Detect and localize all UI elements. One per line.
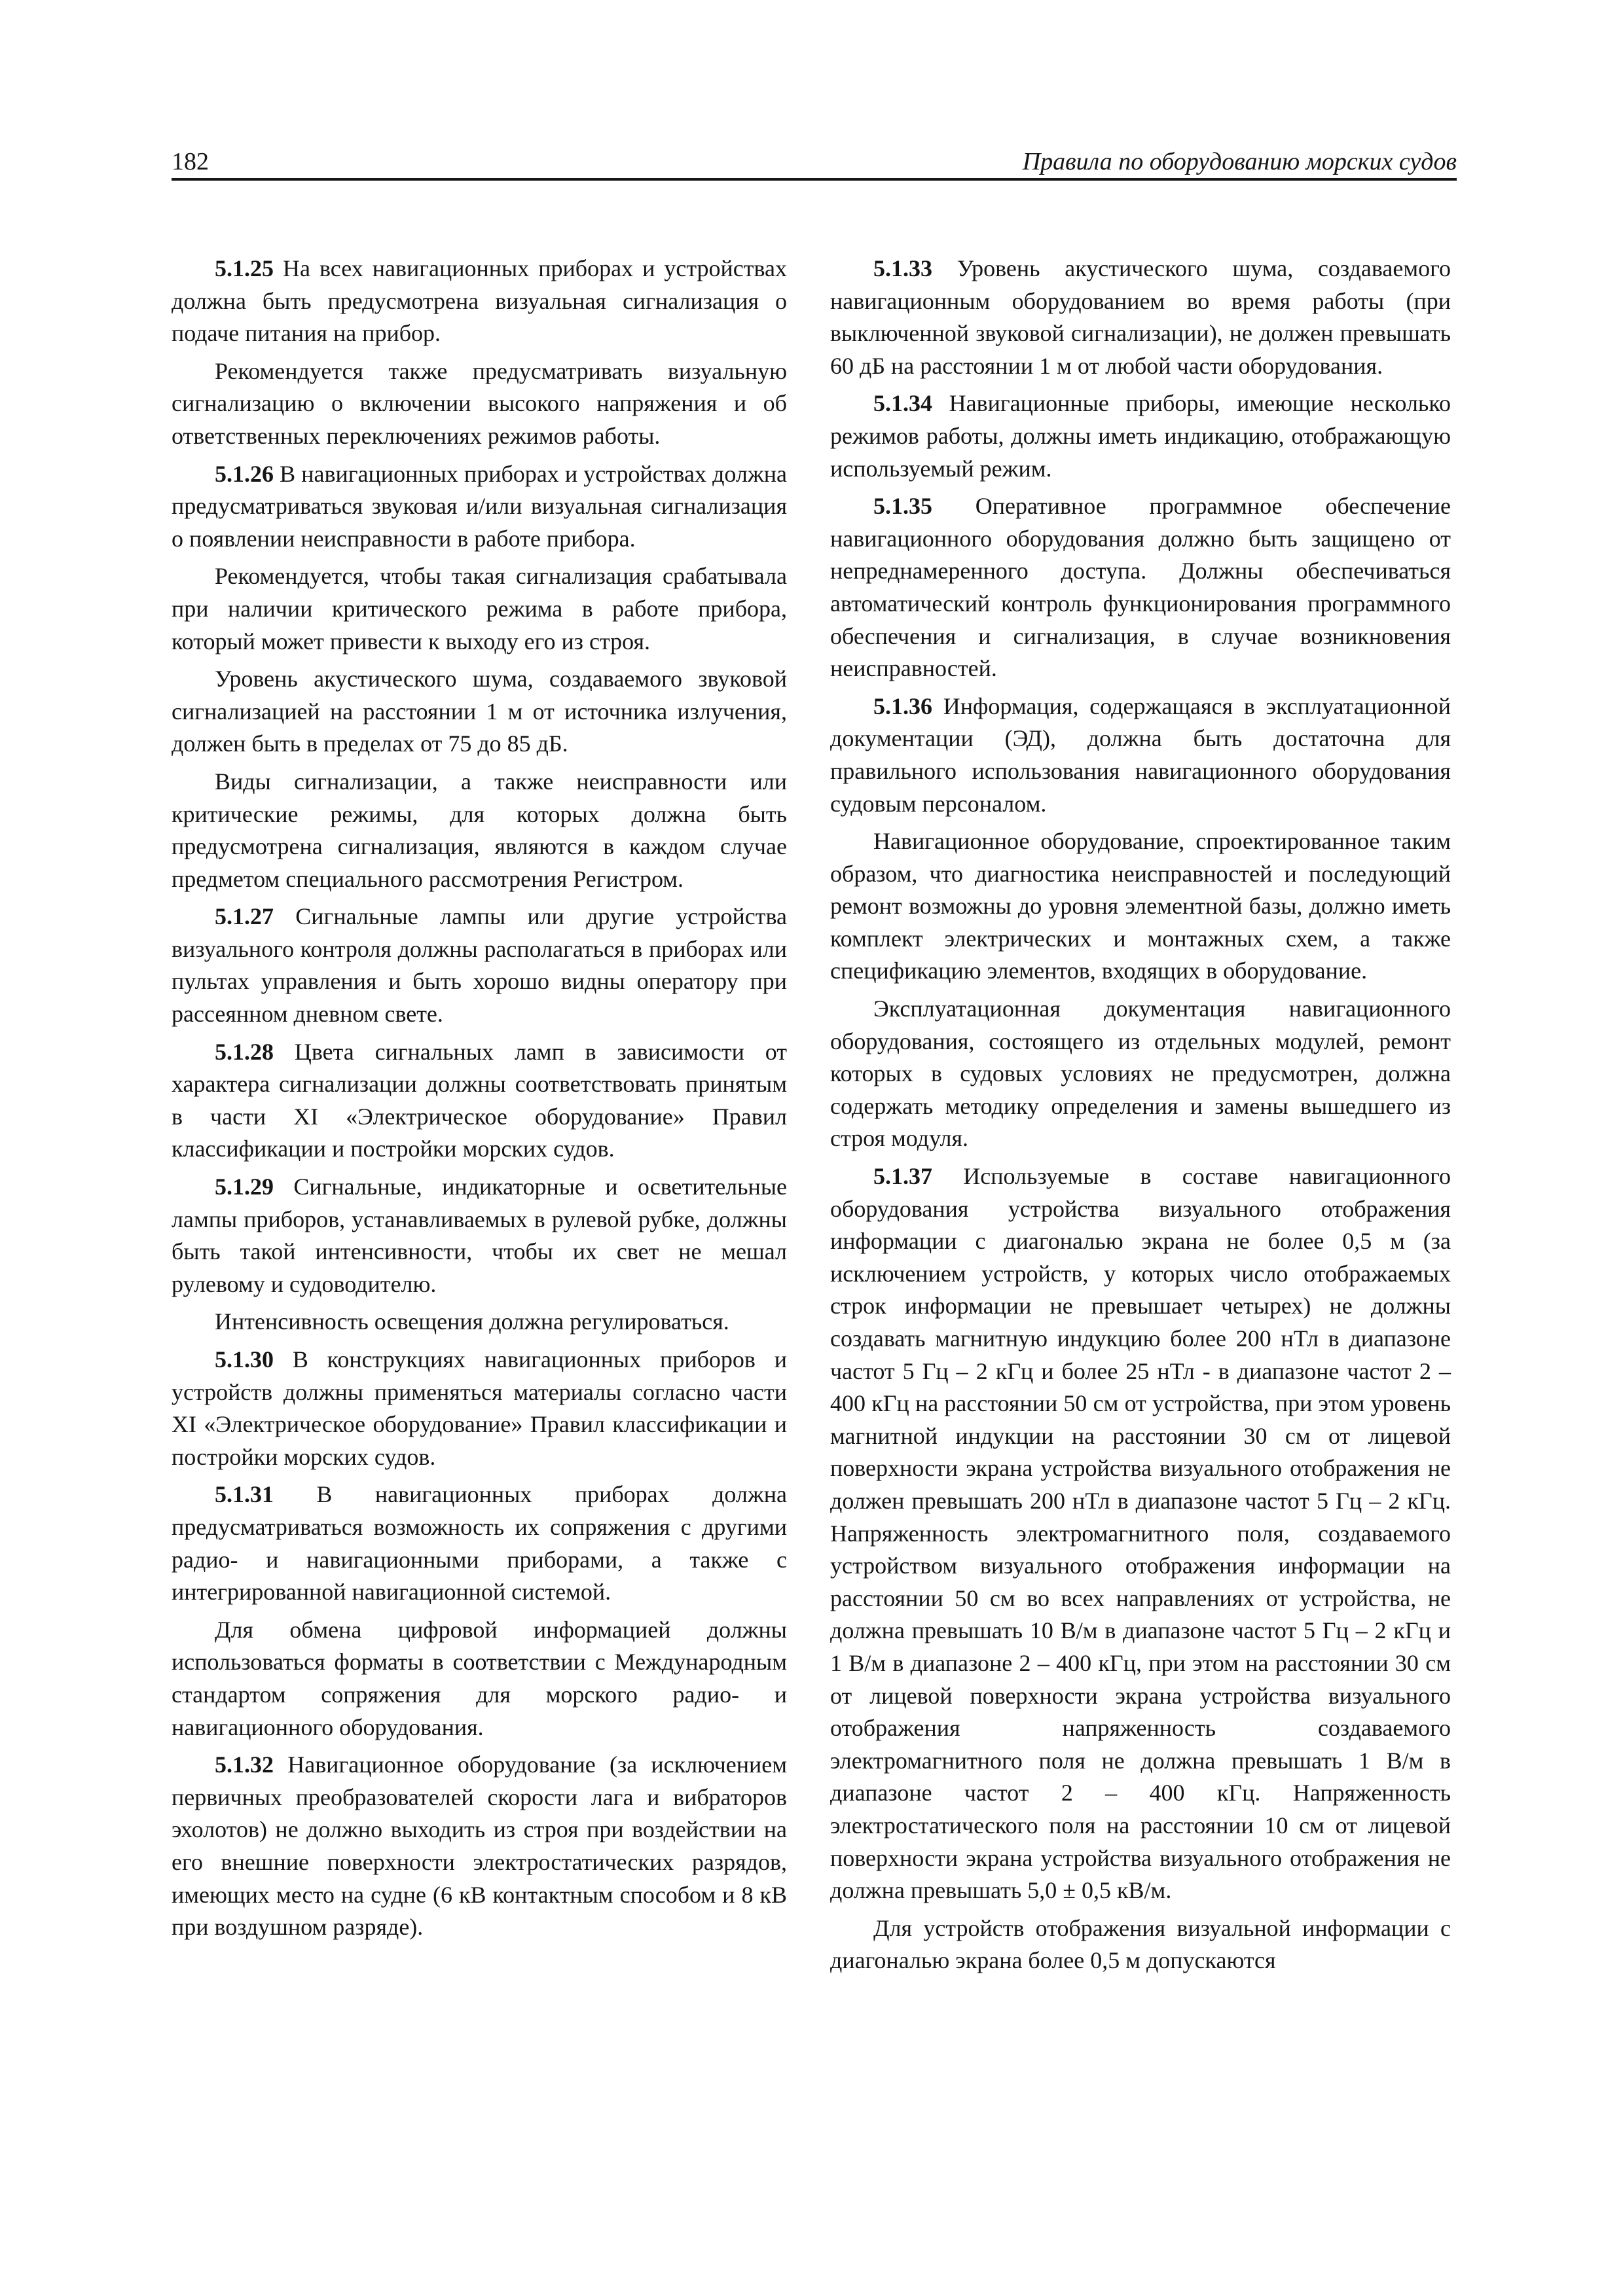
paragraph-text: Навигационные приборы, имеющие несколько режимов работы, должны иметь индикацию, отображающую используемый режим. bbox=[830, 390, 1451, 482]
page-number: 182 bbox=[172, 148, 209, 175]
paragraph-text: Рекомендуется, чтобы такая сигнализация срабатывала при наличии критического режима в работе прибора, который может привести к выходу его из строя. bbox=[172, 563, 787, 655]
paragraph-text: На всех навигационных приборах и устройствах должна быть предусмотрена визуальная сигнализация о подаче питания на прибор. bbox=[172, 255, 787, 347]
paragraph bbox=[172, 1306, 787, 1338]
paragraph bbox=[172, 1344, 787, 1473]
paragraph bbox=[830, 691, 1451, 820]
paragraph bbox=[172, 766, 787, 895]
paragraph bbox=[172, 1171, 787, 1300]
paragraph bbox=[830, 993, 1451, 1155]
paragraph-text: Навигационное оборудование (за исключением первичных преобразователей скорости лага и вибраторов эхолотов) не должно выходить из строя при воздействии на его внешние поверхности электростатических разрядов, имеющих место на судне (6 кВ контактным способом и 8 кВ при воздушном разряде). bbox=[172, 1751, 787, 1941]
paragraph-text: Интенсивность освещения должна регулироваться. bbox=[215, 1308, 729, 1335]
paragraph bbox=[830, 490, 1451, 685]
paragraph-text: Уровень акустического шума, создаваемого звуковой сигнализацией на расстоянии 1 м от источника излучения, должен быть в пределах от 75 до 85 дБ. bbox=[172, 666, 787, 757]
paragraph-text: Навигационное оборудование, спроектированное таким образом, что диагностика неисправностей и последующий ремонт возможны до уровня элементной базы, должно иметь комплект электрических и монтажных схем, а также спецификацию элементов, входящих в оборудование. bbox=[830, 828, 1451, 984]
paragraph bbox=[172, 253, 787, 350]
clause-number: 5.1.27 bbox=[215, 903, 274, 930]
running-title: Правила по оборудованию морских судов bbox=[1022, 148, 1457, 175]
paragraph bbox=[172, 663, 787, 761]
left-column bbox=[172, 253, 787, 1949]
paragraph bbox=[830, 825, 1451, 988]
clause-number: 5.1.30 bbox=[215, 1346, 274, 1372]
clause-number: 5.1.28 bbox=[215, 1038, 274, 1065]
paragraph bbox=[172, 560, 787, 658]
right-column bbox=[830, 253, 1451, 1982]
paragraph-text: Для устройств отображения визуальной информации с диагональю экрана более 0,5 м допускаются bbox=[830, 1914, 1451, 1974]
paragraph-text: Цвета сигнальных ламп в зависимости от характера сигнализации должны соответствовать принятым в части XI «Электрическое оборудование» Правил классификации и постройки морских судов. bbox=[172, 1038, 787, 1162]
paragraph bbox=[172, 1036, 787, 1166]
paragraph-text: В конструкциях навигационных приборов и устройств должны применяться материалы согласно части XI «Электрическое оборудование» Правил классификации и постройки морских судов. bbox=[172, 1346, 787, 1470]
header-rule bbox=[172, 178, 1457, 181]
clause-number: 5.1.29 bbox=[215, 1174, 274, 1200]
paragraph bbox=[830, 253, 1451, 382]
paragraph-text: В навигационных приборах должна предусматриваться возможность их сопряжения с другими радио- и навигационными приборами, а также с интегрированной навигационной системой. bbox=[172, 1481, 787, 1605]
paragraph-text: Рекомендуется также предусматривать визуальную сигнализацию о включении высокого напряжения и об ответственных переключениях режимов работы. bbox=[172, 357, 787, 449]
paragraph bbox=[172, 901, 787, 1030]
clause-number: 5.1.35 bbox=[873, 493, 932, 520]
page-header bbox=[172, 145, 1457, 178]
clause-number: 5.1.33 bbox=[873, 255, 932, 281]
paragraph bbox=[172, 1749, 787, 1944]
paragraph bbox=[172, 458, 787, 556]
paragraph-text: Для обмена цифровой информацией должны использоваться форматы в соответствии с Международным стандартом сопряжения для морского радио- и навигационного оборудования. bbox=[172, 1616, 787, 1740]
paragraph-text: Используемые в составе навигационного оборудования устройства визуального отображения информации с диагональю экрана не более 0,5 м (за исключением устройств, у которых число отображаемых строк информации не превышает четырех) не должны создавать магнитную индукцию более 200 нТл в диапазоне частот 5 Гц – 2 кГц и более 25 нТл - в диапазоне частот 2 – 400 кГц на расстоянии 50 см от устройства, при этом уровень магнитной индукции на расстоянии 30 см от лицевой поверхности экрана устройства визуального отображения не должен превышать 200 нТл в диапазоне частот 5 Гц – 2 кГц. Напряженность электромагнитного поля, создаваемого устройством визуального отображения информации на расстоянии 50 см во всех направлениях от устройства, не должна превышать 10 В/м в диапазоне частот 5 Гц – 2 кГц и 1 В/м в диапазоне 2 – 400 кГц, при этом на расстоянии 30 см от лицевой поверхности экрана устройства визуального отображения напряженность создаваемого электромагнитного поля не должна превышать 1 В/м в диапазоне частот 2 – 400 кГц. Напряженность электростатического поля на расстоянии 10 см от лицевой поверхности экрана устройства визуального отображения не должна превышать 5,0 ± 0,5 кВ/м. bbox=[830, 1163, 1451, 1904]
paragraph-text: Эксплуатационная документация навигационного оборудования, состоящего из отдельных модулей, ремонт которых в судовых условиях не предусмотрен, должна содержать методику определения и замены вышедшего из строя модуля. bbox=[830, 996, 1451, 1152]
paragraph bbox=[830, 1160, 1451, 1907]
paragraph-text: Уровень акустического шума, создаваемого навигационным оборудованием во время работы (при выключенной звуковой сигнализации), не должен превышать 60 дБ на расстоянии 1 м от любой части оборудования. bbox=[830, 255, 1451, 379]
clause-number: 5.1.25 bbox=[215, 255, 274, 281]
paragraph-text: Информация, содержащаяся в эксплуатационной документации (ЭД), должна быть достаточна для правильного использования навигационного оборудования судовым персоналом. bbox=[830, 692, 1451, 817]
paragraph-text: Сигнальные лампы или другие устройства визуального контроля должны располагаться в приборах или пультах управления и быть хорошо видны оператору при рассеянном дневном свете. bbox=[172, 903, 787, 1028]
paragraph bbox=[172, 355, 787, 453]
paragraph bbox=[172, 1479, 787, 1608]
paragraph-text: В навигационных приборах и устройствах должна предусматриваться звуковая и/или визуальная сигнализация о появлении неисправности в работе прибора. bbox=[172, 460, 787, 552]
clause-number: 5.1.26 bbox=[215, 460, 274, 487]
clause-number: 5.1.34 bbox=[873, 390, 932, 417]
paragraph bbox=[830, 387, 1451, 485]
clause-number: 5.1.31 bbox=[215, 1481, 274, 1508]
paragraph bbox=[830, 1912, 1451, 1977]
paragraph bbox=[172, 1614, 787, 1744]
clause-number: 5.1.32 bbox=[215, 1751, 274, 1778]
paragraph-text: Оперативное программное обеспечение навигационного оборудования должно быть защищено от непреднамеренного доступа. Должны обеспечиваться автоматический контроль функционирования программного обеспечения и сигнализация, в случае возникновения неисправностей. bbox=[830, 493, 1451, 682]
paragraph-text: Сигнальные, индикаторные и осветительные лампы приборов, устанавливаемых в рулевой рубке, должны быть такой интенсивности, чтобы их свет не мешал рулевому и судоводителю. bbox=[172, 1174, 787, 1297]
clause-number: 5.1.36 bbox=[873, 692, 932, 719]
paragraph-text: Виды сигнализации, а также неисправности или критические режимы, для которых должна быть предусмотрена сигнализация, являются в каждом случае предметом специального рассмотрения Регистром. bbox=[172, 768, 787, 892]
clause-number: 5.1.37 bbox=[873, 1163, 932, 1190]
